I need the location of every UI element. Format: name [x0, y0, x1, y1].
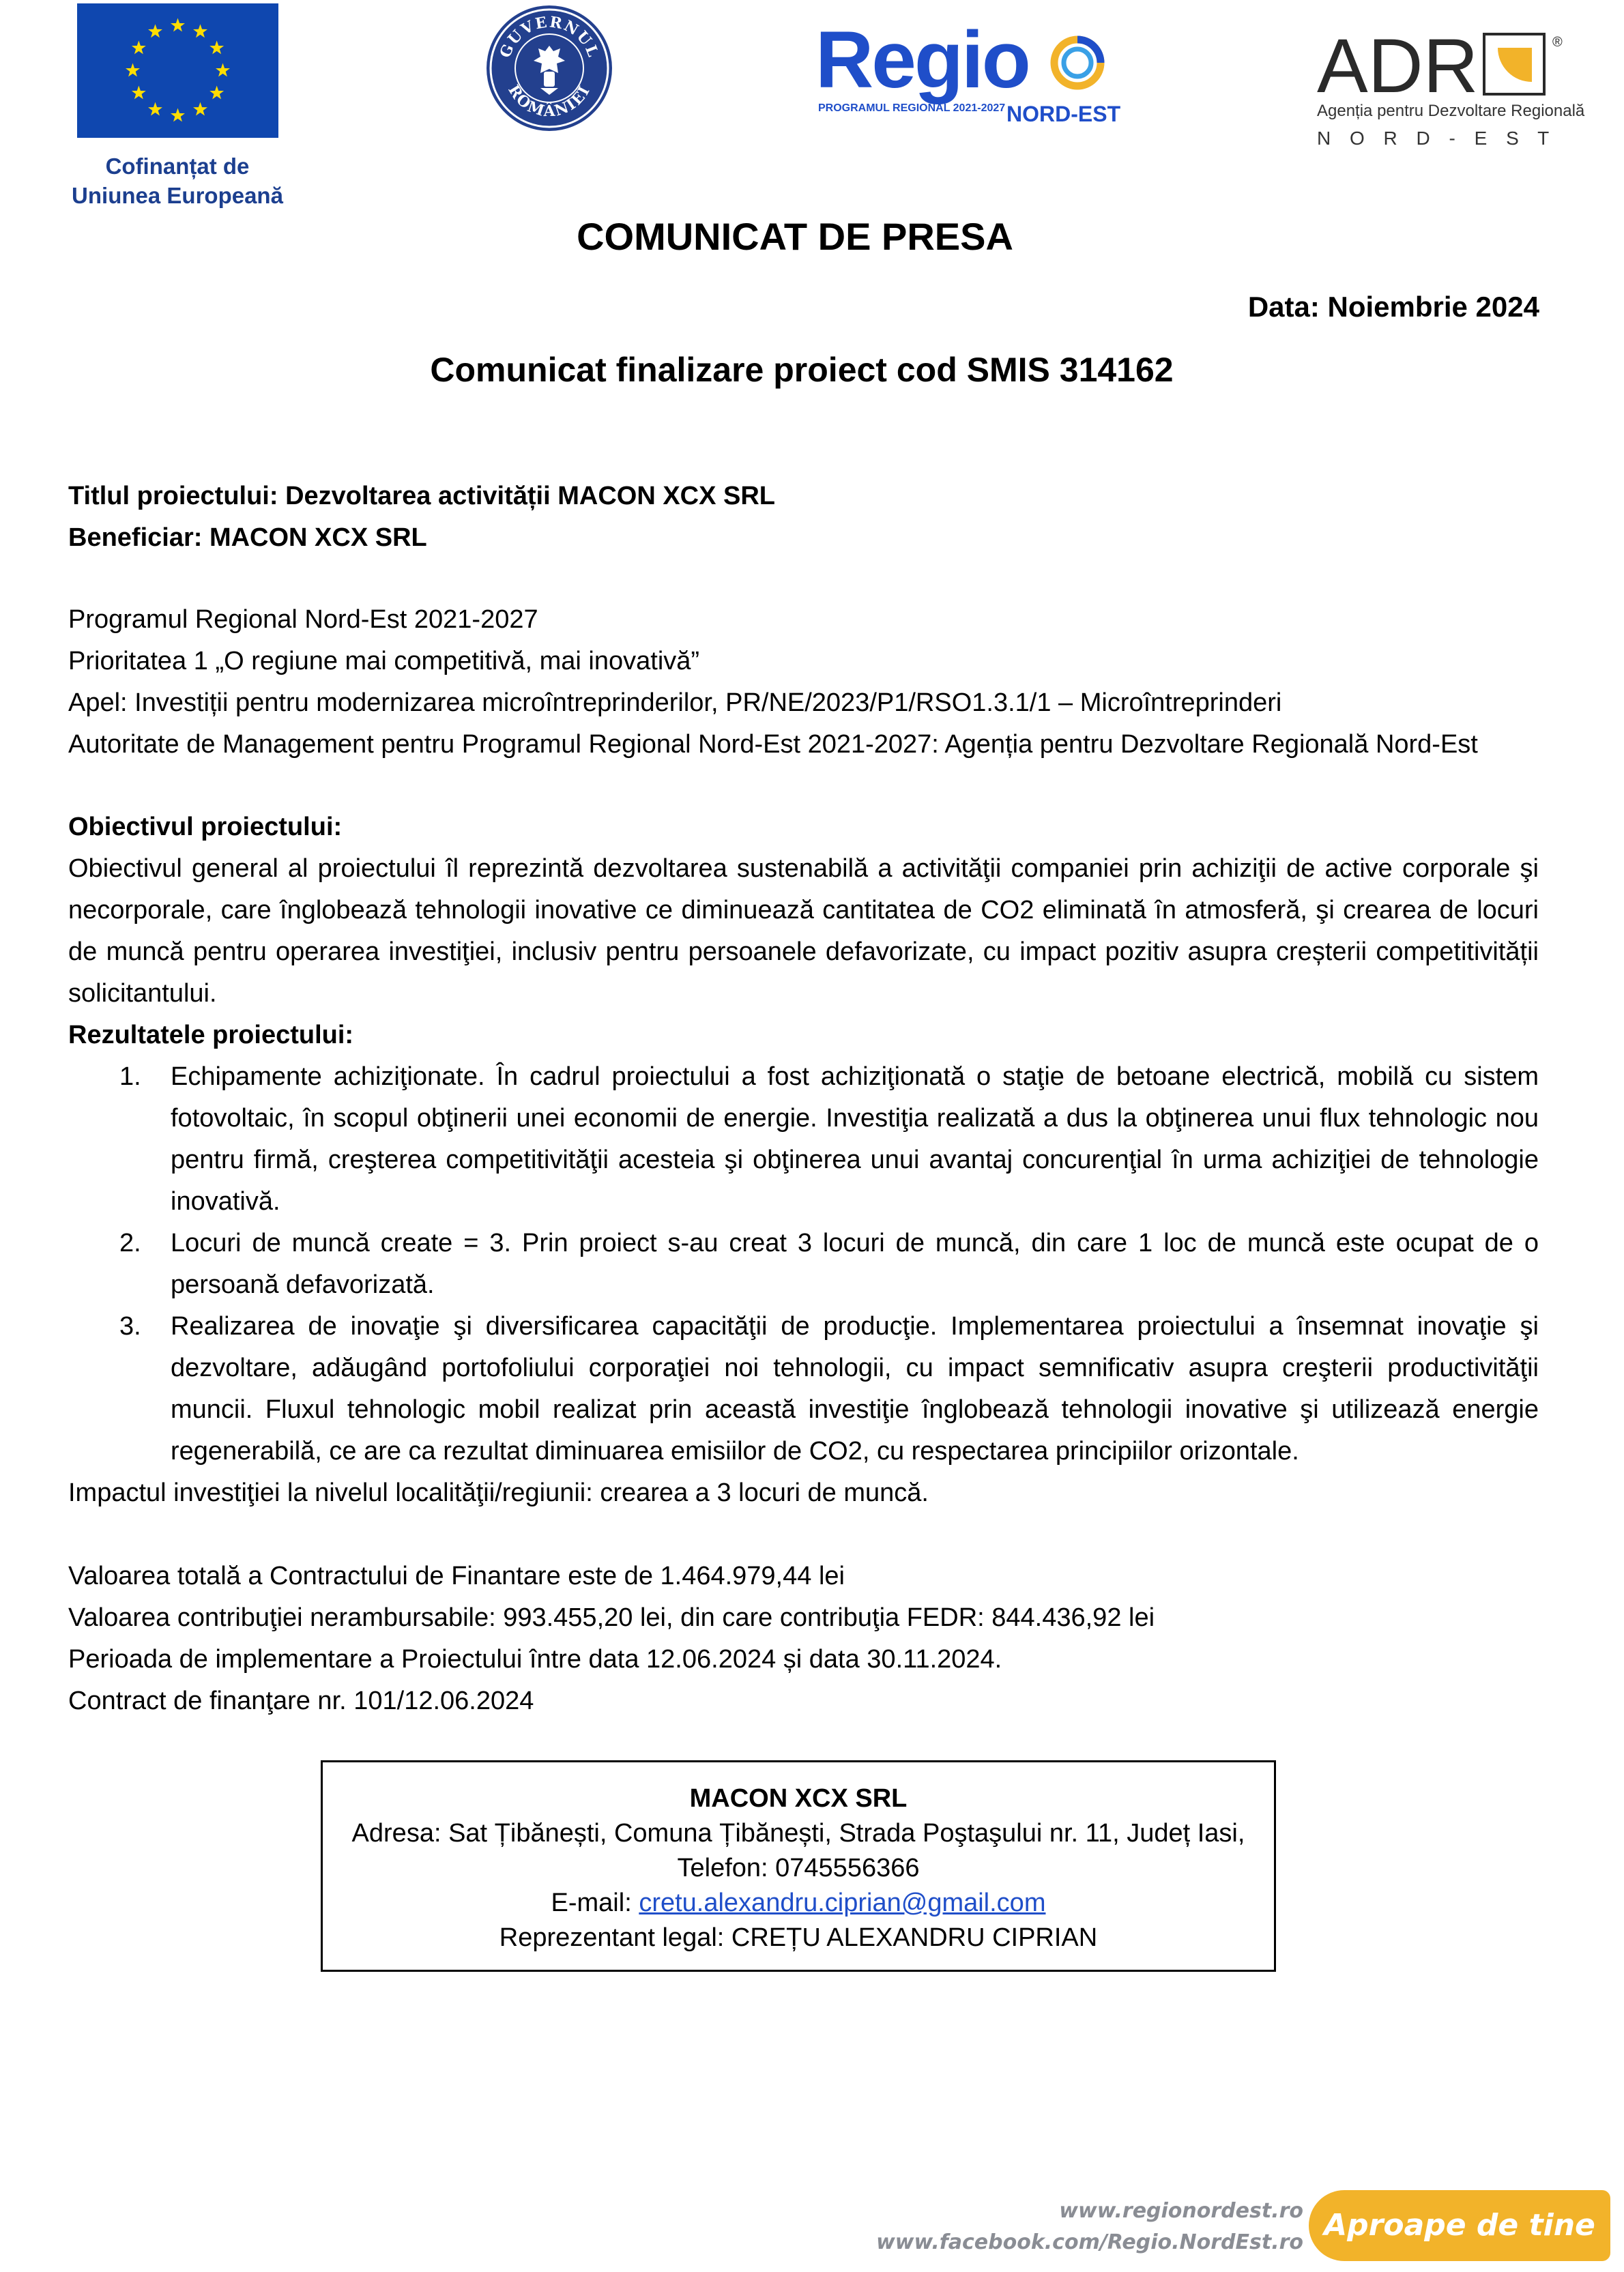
grant-value: Valoarea contribuţiei nerambursabile: 993.455,20 lei, din care contribuţia FEDR: 844.436,92 lei — [68, 1603, 1155, 1632]
objective-results-section — [68, 806, 1539, 1514]
call-info: Apel: Investiții pentru modernizarea microîntreprinderilor, PR/NE/2023/P1/RSO1.3.1/1 – Microîntreprinderi — [68, 688, 1282, 717]
eu-caption-line2: Uniunea Europeană — [72, 183, 283, 208]
eu-star-icon — [132, 41, 146, 55]
eu-star-icon — [209, 86, 224, 100]
adr-region: N O R D - E S T — [1317, 128, 1556, 149]
eu-cofinance-caption — [41, 151, 314, 210]
adr-square-icon — [1484, 34, 1544, 94]
release-subtitle: Comunicat finalizare proiect cod SMIS 314162 — [430, 351, 1174, 389]
results-heading: Rezultatele proiectului: — [68, 1021, 354, 1049]
eu-star-icon — [171, 108, 185, 122]
eu-star-icon — [193, 24, 207, 38]
managing-authority: Autoritate de Management pentru Programul Regional Nord-Est 2021-2027: Agenția pentru Dezvoltare Regională Nord-Est — [68, 730, 1478, 759]
email-label: E-mail: — [551, 1889, 639, 1917]
government-seal-logo — [484, 3, 614, 133]
eu-star-icon — [171, 18, 185, 32]
total-value: Valoarea totală a Contractului de Finantare este de 1.464.979,44 lei — [68, 1562, 845, 1590]
impact-text: Impactul investiţiei la nivelul localităţii/regiunii: crearea a 3 locuri de muncă. — [68, 1479, 929, 1507]
website-link[interactable]: www.regionordest.ro — [1059, 2199, 1303, 2223]
adr-logo — [1317, 27, 1590, 157]
eu-star-icon — [126, 63, 140, 77]
company-email-line — [323, 1886, 1274, 1921]
results-list — [68, 1056, 1539, 1472]
regio-wordmark: Regio — [815, 15, 1029, 105]
implementation-period: Perioada de implementare a Proiectului între data 12.06.2024 și data 30.11.2024. — [68, 1645, 1002, 1674]
slogan-badge: Aproape de tine — [1309, 2190, 1610, 2261]
program-name: Programul Regional Nord-Est 2021-2027 — [68, 605, 538, 634]
legal-representative: Reprezentant legal: CREȚU ALEXANDRU CIPRIAN — [499, 1923, 1098, 1952]
program-info-block — [68, 599, 1539, 766]
regio-o-ring-icon — [1054, 40, 1101, 86]
project-title: Titlul proiectului: Dezvoltarea activității MACON XCX SRL — [68, 482, 776, 510]
objective-text: Obiectivul general al proiectului îl reprezintă dezvoltarea sustenabilă a activităţii companiei prin achiziţii de active corporale şi necorporale, care înglobează tehnologii inovative ce diminuează cantitatea de CO2 eliminată în atmosferă, şi crearea de locuri de muncă pentru operarea investiţiei, inclusiv pentru persoanele defavorizate, cu impact pozitiv asupra creșterii competitivității solicitantului. — [68, 854, 1539, 1008]
company-name: MACON XCX SRL — [689, 1784, 908, 1813]
regio-region: NORD-EST — [1006, 102, 1121, 126]
eu-star-icon — [209, 41, 224, 55]
eu-star-icon — [193, 102, 207, 116]
eu-star-icon — [148, 24, 162, 38]
email-link[interactable]: cretu.alexandru.ciprian@gmail.com — [639, 1889, 1046, 1917]
adr-tagline: Agenția pentru Dezvoltare Regională — [1317, 102, 1585, 120]
svg-text:®: ® — [1552, 35, 1563, 50]
footer-links — [876, 2196, 1303, 2258]
seal-text-top: GUVERNUL — [496, 13, 603, 61]
eu-star-icon — [132, 86, 146, 100]
contact-box — [321, 1760, 1276, 1972]
list-item: 1. Echipamente achiziţionate. În cadrul proiectului a fost achiziţionată o staţie de betoane electrică, mobilă cu sistem fotovoltaic, în scopul obţinerii unei economii de energie. Investiţia realizată a dus la obţinerea unui flux tehnologic nou pentru firmă, creşterea competitivităţii acesteia şi obţinerea unui avantaj concurenţial în urma achiziţiei de tehnologie inovativă. — [119, 1062, 1539, 1216]
press-release-title: COMUNICAT DE PRESA — [577, 215, 1013, 258]
adr-wordmark: ADR — [1317, 27, 1479, 108]
list-item: 3. Realizarea de inovaţie şi diversificarea capacităţii de producţie. Implementarea proiectului a însemnat inovaţie şi dezvoltare, adăugând portofoliului corporaţiei noi tehnologii, cu impact semnificativ asupra creşterii productivităţii muncii. Fluxul tehnologic mobil realizat prin această investiţie înglobează tehnologii inovative şi utilizează energie regenerabilă, ce are ca rezultat diminuarea emisiilor de CO2, cu respectarea principiilor orizontale. — [119, 1312, 1539, 1466]
seal-text-bottom: ROMÂNIEI — [504, 81, 594, 121]
eu-star-icon — [216, 63, 230, 77]
financial-info-block — [68, 1556, 1539, 1722]
beneficiary: Beneficiar: MACON XCX SRL — [68, 523, 427, 552]
regio-program: PROGRAMUL REGIONAL 2021-2027 — [818, 102, 1006, 114]
list-item: 2. Locuri de muncă create = 3. Prin proiect s-au creat 3 locuri de muncă, din care 1 loc de muncă este ocupat de o persoană defavorizată. — [119, 1229, 1539, 1299]
eu-flag-logo — [77, 3, 278, 138]
facebook-link[interactable]: www.facebook.com/Regio.NordEst.ro — [876, 2230, 1303, 2254]
objective-heading: Obiectivul proiectului: — [68, 813, 343, 841]
company-address: Adresa: Sat Țibănești, Comuna Țibănești, Strada Poştaşului nr. 11, Județ Iasi, — [351, 1819, 1245, 1848]
company-phone: Telefon: 0745556366 — [677, 1854, 920, 1882]
regio-logo — [815, 14, 1122, 130]
financing-contract: Contract de finanţare nr. 101/12.06.2024 — [68, 1687, 534, 1715]
eu-caption-line1: Cofinanțat de — [105, 154, 250, 179]
priority: Prioritatea 1 „O regiune mai competitivă, mai inovativă” — [68, 647, 700, 675]
release-date: Data: Noiembrie 2024 — [1247, 291, 1539, 323]
eu-star-icon — [148, 102, 162, 116]
eu-stars-icon — [77, 3, 278, 138]
project-info-block — [68, 476, 1539, 559]
